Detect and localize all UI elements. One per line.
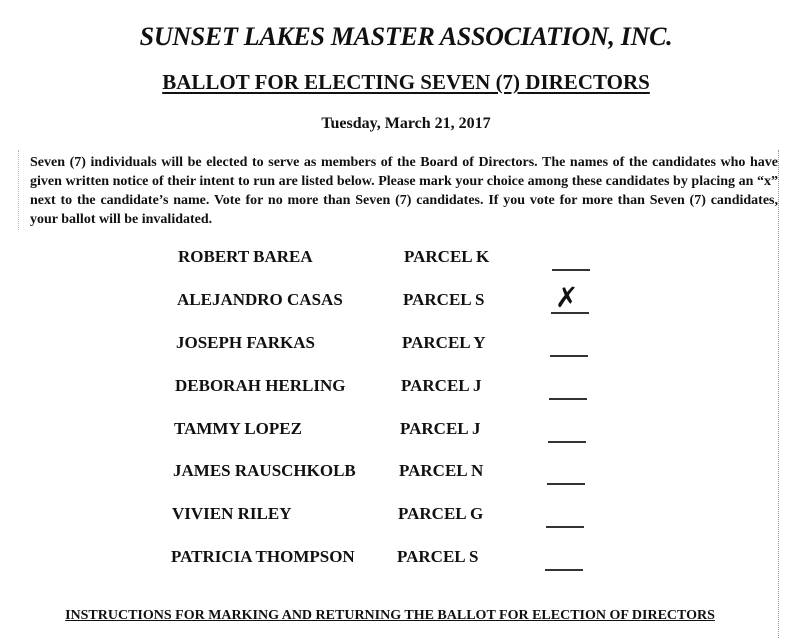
candidate-parcel: PARCEL S bbox=[397, 547, 479, 566]
candidate-name: DEBORAH HERLING bbox=[175, 376, 346, 395]
vote-checkbox[interactable] bbox=[548, 427, 586, 443]
candidate-parcel: PARCEL G bbox=[398, 504, 484, 523]
vote-checkbox[interactable] bbox=[550, 341, 588, 357]
candidate-name: ROBERT BAREA bbox=[178, 247, 313, 266]
candidate-name: TAMMY LOPEZ bbox=[174, 419, 302, 438]
election-date: Tuesday, March 21, 2017 bbox=[321, 115, 491, 132]
candidate-parcel: PARCEL Y bbox=[402, 333, 486, 352]
candidate-parcel: PARCEL J bbox=[401, 376, 482, 395]
candidate-name: JOSEPH FARKAS bbox=[176, 333, 316, 352]
candidate-parcel: PARCEL S bbox=[403, 290, 485, 309]
organization-name: SUNSET LAKES MASTER ASSOCIATION, INC. bbox=[139, 22, 673, 51]
candidate-name: ALEJANDRO CASAS bbox=[177, 290, 343, 309]
vote-checkbox[interactable] bbox=[545, 555, 583, 571]
candidate-name: JAMES RAUSCHKOLB bbox=[173, 461, 356, 480]
scan-edge-left bbox=[18, 150, 19, 230]
vote-checkbox[interactable] bbox=[551, 281, 589, 314]
candidate-name: VIVIEN RILEY bbox=[172, 504, 292, 523]
ballot-title: BALLOT FOR ELECTING SEVEN (7) DIRECTORS bbox=[162, 70, 650, 94]
ballot-instructions-text: Seven (7) individuals will be elected to serve as members of the Board of Directors. The names of the candidates who have given written notice of their intent to run are listed below. Please mark your choice among these candidates by placing an “x” next to the candidate’s name. Vote for no more than Seven (7) candidates. If you vote for more than Seven (7) candidates, your ballot will be invalidated. bbox=[30, 155, 778, 227]
instructions-heading: INSTRUCTIONS FOR MARKING AND RETURNING THE BALLOT FOR ELECTION OF DIRECTORS bbox=[65, 608, 715, 623]
vote-checkbox[interactable] bbox=[549, 384, 587, 400]
vote-checkbox[interactable] bbox=[546, 512, 584, 528]
candidate-parcel: PARCEL N bbox=[399, 461, 484, 480]
vote-checkbox[interactable] bbox=[547, 469, 585, 485]
vote-checkbox[interactable] bbox=[552, 255, 590, 271]
candidate-name: PATRICIA THOMPSON bbox=[171, 547, 355, 566]
scan-edge-right bbox=[778, 150, 779, 638]
candidate-parcel: PARCEL J bbox=[400, 419, 481, 438]
vote-mark-icon: ✗ bbox=[555, 281, 579, 314]
candidate-parcel: PARCEL K bbox=[404, 247, 490, 266]
